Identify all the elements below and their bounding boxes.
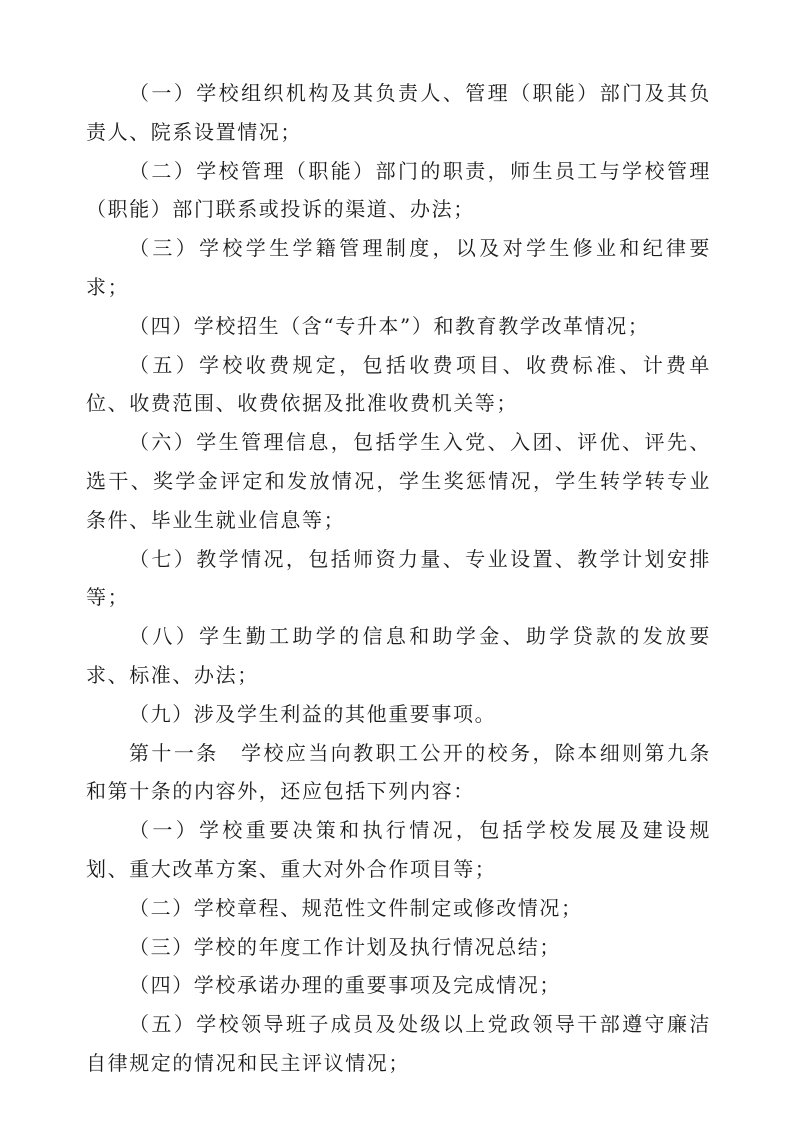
paragraph-item-7: （七）教学情况，包括师资力量、专业设置、教学计划安排等； xyxy=(86,546,711,610)
paragraph-item-3: （三）学校学生学籍管理制度，以及对学生修业和纪律要求； xyxy=(86,236,711,299)
paragraph-item-4: （四）学校招生（含“专升本”）和教育教学改革情况； xyxy=(129,313,650,338)
paragraph-item-13: （四）学校承诺办理的重要事项及完成情况； xyxy=(129,973,561,998)
paragraph-item-14: （五）学校领导班子成员及处级以上党政领导干部遵守廉洁自律规定的情况和民主评议情况； xyxy=(86,1012,711,1075)
paragraph-item-10: （一）学校重要决策和执行情况，包括学校发展及建设规划、重大改革方案、重大对外合作项目等； xyxy=(86,818,711,881)
paragraph-item-2: （二）学校管理（职能）部门的职责，师生员工与学校管理（职能）部门联系或投诉的渠道、办法； xyxy=(86,158,711,222)
paragraph-item-11: （二）学校章程、规范性文件制定或修改情况； xyxy=(129,895,583,920)
document-body xyxy=(86,74,711,1083)
paragraph-item-9: （九）涉及学生利益的其他重要事项。 xyxy=(129,701,497,726)
paragraph-item-1: （一）学校组织机构及其负责人、管理（职能）部门及其负责人、院系设置情况； xyxy=(86,81,711,144)
paragraph-item-5: （五）学校收费规定，包括收费项目、收费标准、计费单位、收费范围、收费依据及批准收费机关等； xyxy=(86,352,711,416)
article-11-heading-paragraph: 第十一条 学校应当向教职工公开的校务，除本细则第九条和第十条的内容外，还应包括下列内容： xyxy=(86,740,711,804)
paragraph-item-12: （三）学校的年度工作计划及执行情况总结； xyxy=(129,934,561,959)
paragraph-item-8: （八）学生勤工助学的信息和助学金、助学贷款的发放要求、标准、办法； xyxy=(86,624,711,687)
paragraph-item-6: （六）学生管理信息，包括学生入党、入团、评优、评先、选干、奖学金评定和发放情况，学生奖惩情况，学生转学转专业条件、毕业生就业信息等； xyxy=(86,430,711,532)
